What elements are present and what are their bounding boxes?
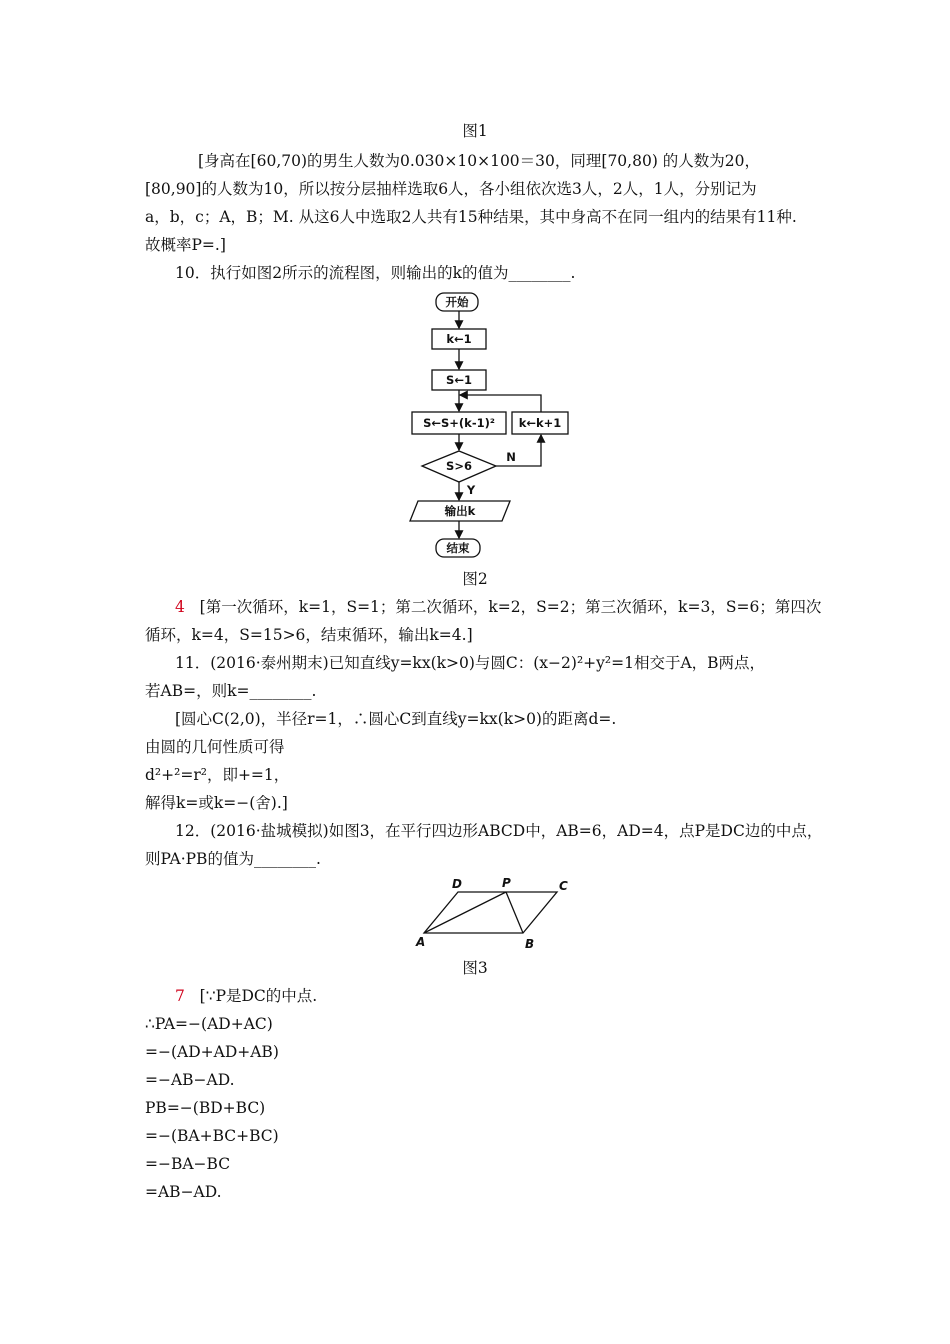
q11-answer-line-4: 解得k=或k=−(舍).] <box>145 794 288 812</box>
q12-answer-line-2: ∴PA=−(AD+AC) <box>145 1015 273 1033</box>
flowchart <box>400 290 580 565</box>
label-b: B <box>525 937 535 951</box>
label-p: P <box>502 876 511 890</box>
segment-pa <box>424 892 506 933</box>
figure-2-caption: 图2 <box>462 570 488 588</box>
figure-1-caption: 图1 <box>462 122 488 140</box>
q12-answer-line-8: =AB−AD. <box>145 1183 222 1201</box>
q12-question-line-2: 则PA·PB的值为________. <box>145 850 321 868</box>
q12-answer-line-3: =−(AD+AD+AB) <box>145 1043 279 1061</box>
flow-k-init-label: k←1 <box>446 332 472 346</box>
q10-answer-value: 4 <box>175 598 185 616</box>
q10-answer-line-2: 循环，k=4，S=15>6，结束循环，输出k=4.] <box>145 626 473 644</box>
q11-answer-line-1: [圆心C(2,0)，半径r=1，∴圆心C到直线y=kx(k>0)的距离d=. <box>175 710 617 728</box>
q9-answer-line-2: [80,90]的人数为10，所以按分层抽样选取6人，各小组依次选3人，2人，1人，分别记为 <box>145 180 757 198</box>
label-c: C <box>559 879 568 893</box>
q9-answer-line-3: a，b，c；A，B；M. 从这6人中选取2人共有15种结果，其中身高不在同一组内的结果有11种. <box>145 208 797 226</box>
flow-condition-label: S>6 <box>446 459 472 473</box>
q12-answer-value: 7 <box>175 987 185 1005</box>
q11-answer-line-3: d²+²=r²，即+=1， <box>145 766 290 784</box>
flow-no-label: N <box>506 450 516 464</box>
flow-yes-label: Y <box>466 483 476 497</box>
q12-answer-line-5: PB=−(BD+BC) <box>145 1099 266 1117</box>
q11-question-line-2: 若AB=，则k=________. <box>145 682 317 700</box>
q11-answer-line-2: 由圆的几何性质可得 <box>145 738 285 756</box>
flow-s-init-label: S←1 <box>446 373 472 387</box>
q12-answer-first: [∵P是DC的中点. <box>199 987 318 1005</box>
q10-answer-line-1 <box>175 596 821 618</box>
q12-answer-line-4: =−AB−AD. <box>145 1071 235 1089</box>
q9-answer-line-1: [身高在[60,70)的男生人数为0.030×10×100＝30，同理[70,80) 的人数为20， <box>198 152 761 170</box>
flow-s-update-label: S←S+(k-1)² <box>423 416 495 430</box>
flow-end-label: 结束 <box>446 541 470 555</box>
q12-answer-line-6: =−(BA+BC+BC) <box>145 1127 279 1145</box>
segment-pb <box>506 892 523 933</box>
flow-output-label: 输出k <box>444 504 476 518</box>
parallelogram-abcd <box>424 892 557 933</box>
label-a: A <box>416 935 426 949</box>
flow-k-update-label: k←k+1 <box>518 416 562 430</box>
label-d: D <box>452 877 462 891</box>
q10-answer-text: [第一次循环，k=1，S=1；第二次循环，k=2，S=2；第三次循环，k=3，S=6；第四次 <box>199 598 822 616</box>
q12-question-line-1: 12．(2016·盐城模拟)如图3，在平行四边形ABCD中，AB=6，AD=4，点P是DC边的中点， <box>175 822 823 840</box>
figure-3-caption: 图3 <box>462 959 488 977</box>
flow-start-label: 开始 <box>445 295 469 309</box>
q12-answer-line-1 <box>175 985 317 1007</box>
q11-question-line-1: 11．(2016·泰州期末)已知直线y=kx(k>0)与圆C：(x−2)²+y²=1相交于A，B两点， <box>175 654 766 672</box>
q9-answer-line-4: 故概率P=.] <box>145 236 226 254</box>
parallelogram-figure <box>405 870 585 955</box>
q10-question: 10．执行如图2所示的流程图，则输出的k的值为________. <box>175 264 576 282</box>
q12-answer-line-7: =−BA−BC <box>145 1155 231 1173</box>
